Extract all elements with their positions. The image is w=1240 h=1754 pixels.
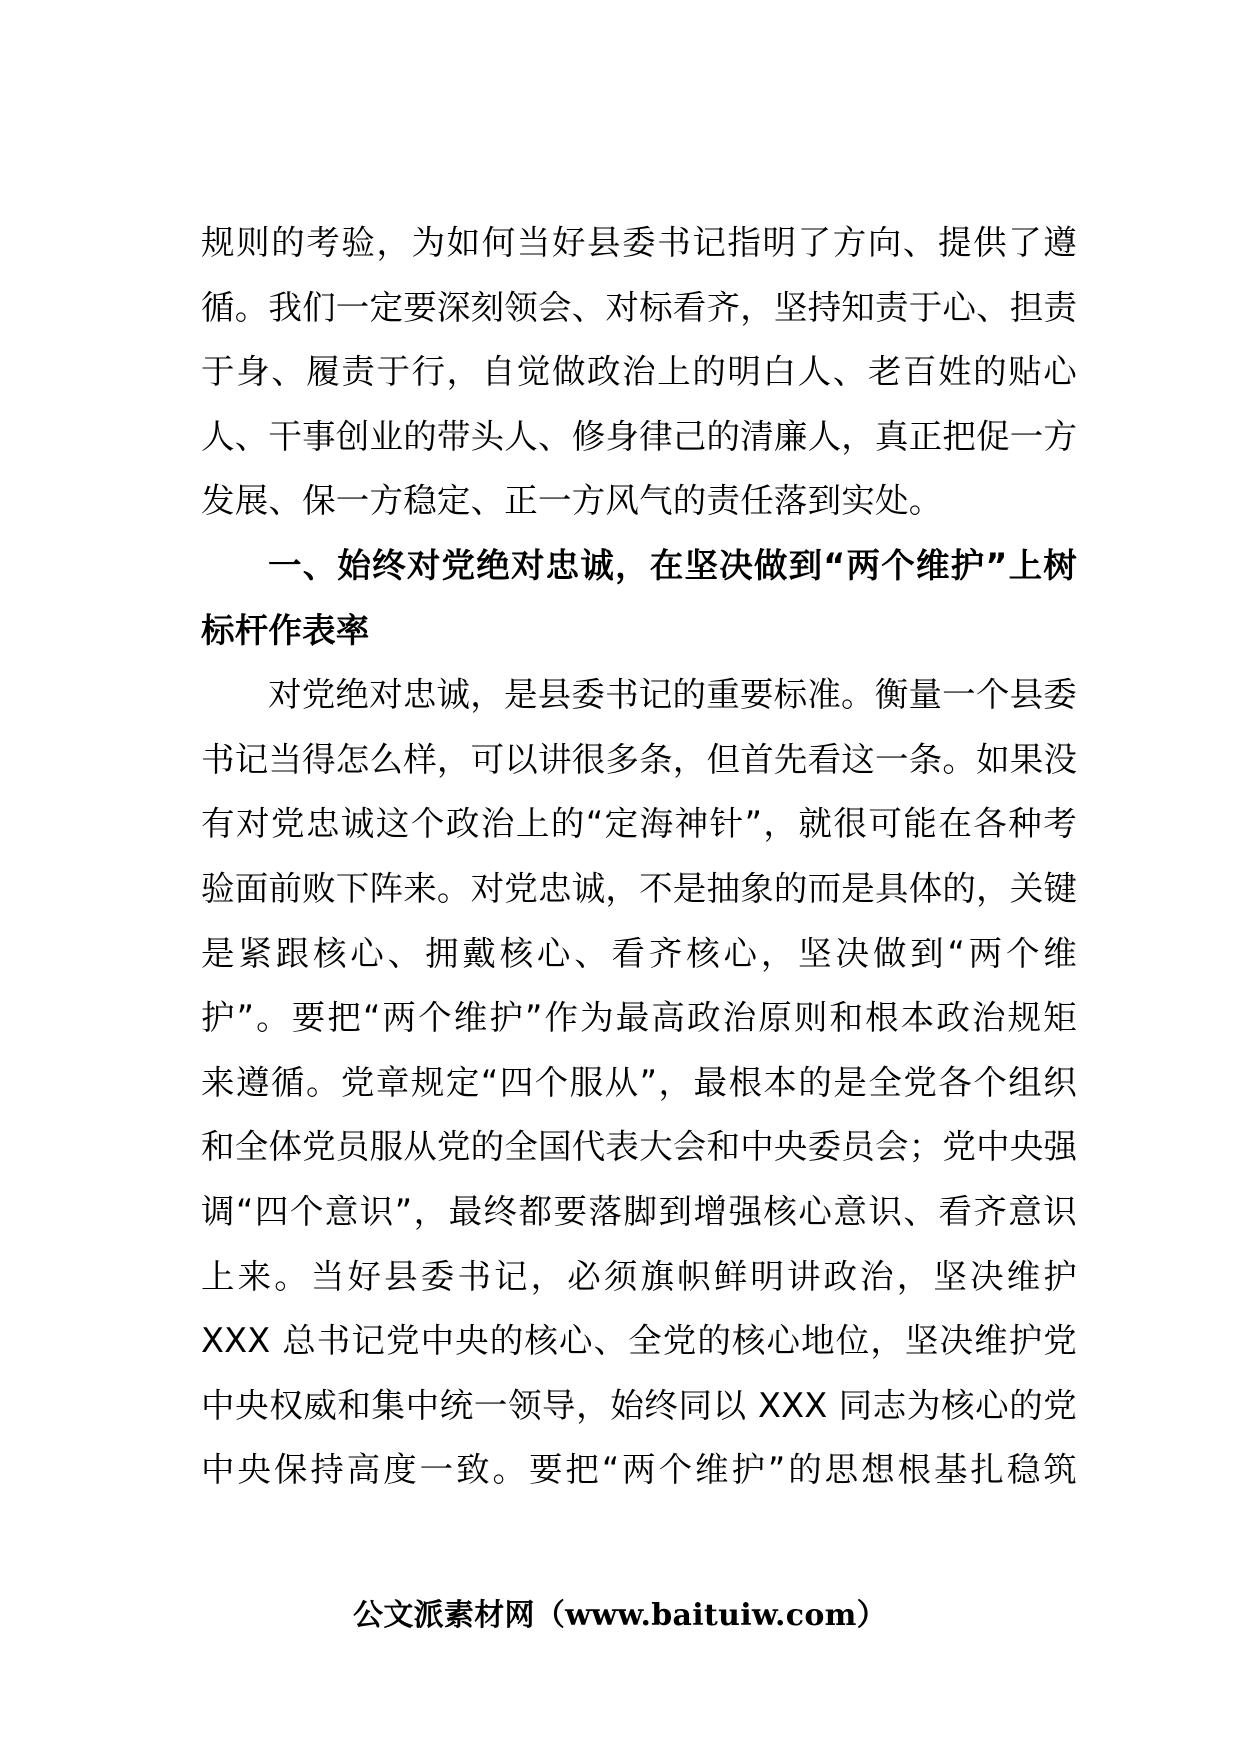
intro-line-3: 于身、履责于行，自觉做政治上的明白人、老百姓的贴心 <box>201 352 1077 392</box>
body-line-9: 调“四个意识”，最终都要落脚到增强核心意识、看齐意识 <box>201 1191 1077 1231</box>
section-heading-line-2: 标杆作表率 <box>201 610 370 650</box>
body-line-10: 上来。当好县委书记，必须旗帜鲜明讲政治，坚决维护 <box>201 1256 1077 1296</box>
body-line-3: 有对党忠诚这个政治上的“定海神针”，就很可能在各种考 <box>201 804 1077 844</box>
body-line-13: 中央保持高度一致。要把“两个维护”的思想根基扎稳筑 <box>201 1450 1077 1490</box>
section-heading-line-1: 一、始终对党绝对忠诚，在坚决做到“两个维护”上树 <box>268 545 1077 585</box>
source-footer: 公文派素材网（www.baituiw.com） <box>353 1598 887 1633</box>
document-body <box>201 211 1077 1503</box>
body-line-1: 对党绝对忠诚，是县委书记的重要标准。衡量一个县委 <box>268 675 1077 715</box>
intro-line-1: 规则的考验，为如何当好县委书记指明了方向、提供了遵 <box>201 223 1077 262</box>
body-line-2: 书记当得怎么样，可以讲很多条，但首先看这一条。如果没 <box>201 739 1077 779</box>
body-line-6: 护”。要把“两个维护”作为最高政治原则和根本政治规矩 <box>201 998 1077 1038</box>
body-line-4: 验面前败下阵来。对党忠诚，不是抽象的而是具体的，关键 <box>201 868 1077 908</box>
body-line-7: 来遵循。党章规定“四个服从”，最根本的是全党各个组织 <box>201 1062 1077 1102</box>
body-line-11: XXX 总书记党中央的核心、全党的核心地位，坚决维护党 <box>201 1321 1077 1361</box>
intro-line-2: 循。我们一定要深刻领会、对标看齐，坚持知责于心、担责 <box>201 287 1077 327</box>
intro-line-4: 人、干事创业的带头人、修身律己的清廉人，真正把促一方 <box>201 416 1077 456</box>
intro-line-5: 发展、保一方稳定、正一方风气的责任落到实处。 <box>201 481 943 521</box>
body-line-5: 是紧跟核心、拥戴核心、看齐核心，坚决做到“两个维 <box>201 933 1077 973</box>
body-line-12: 中央权威和集中统一领导，始终同以 XXX 同志为核心的党 <box>201 1385 1077 1425</box>
body-line-8: 和全体党员服从党的全国代表大会和中央委员会；党中央强 <box>201 1127 1077 1167</box>
